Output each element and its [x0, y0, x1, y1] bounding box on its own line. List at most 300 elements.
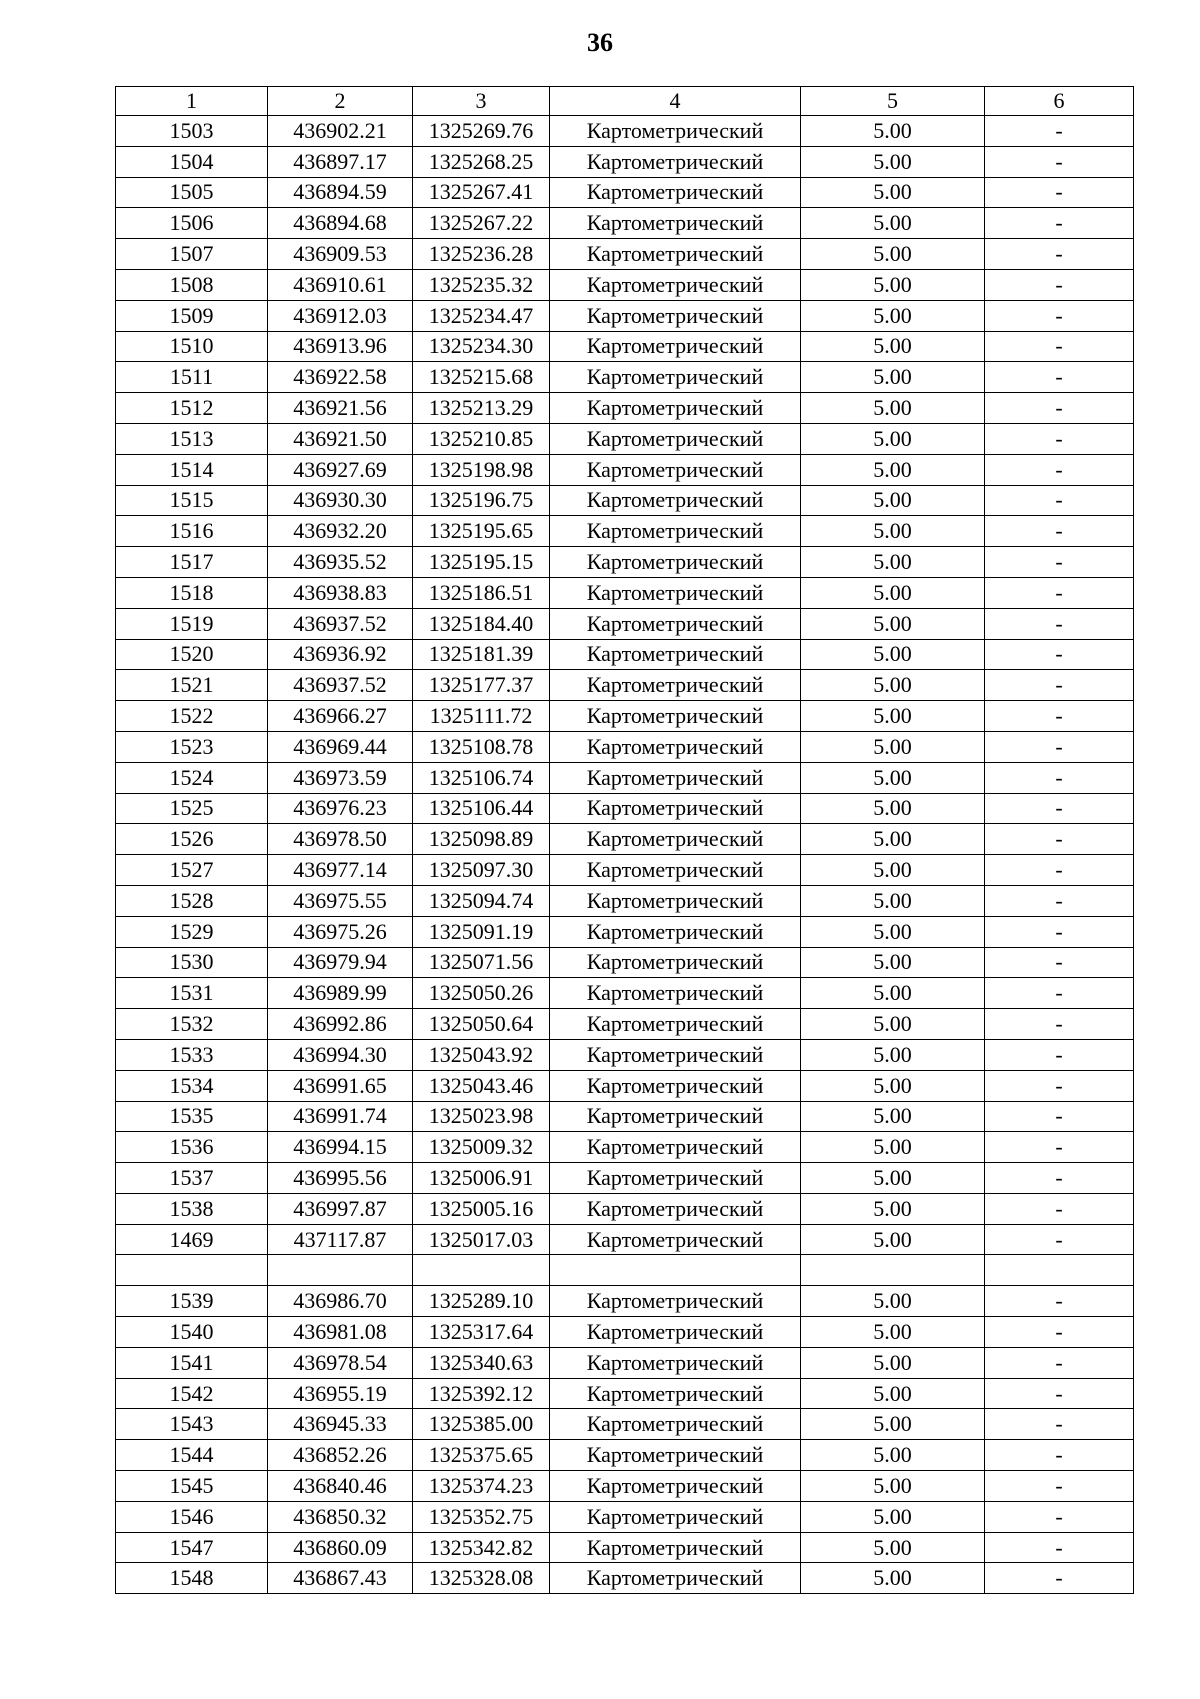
note-cell: - [985, 208, 1134, 239]
point-number-cell: 1518 [116, 577, 268, 608]
point-number-cell: 1533 [116, 1039, 268, 1070]
x-coordinate-cell: 436894.68 [268, 208, 413, 239]
x-coordinate-cell: 436852.26 [268, 1440, 413, 1471]
table-row [116, 208, 1134, 239]
coordinates-table [115, 86, 1134, 1594]
point-number-cell: 1546 [116, 1501, 268, 1532]
y-coordinate-cell: 1325050.64 [413, 1009, 550, 1040]
y-coordinate-cell: 1325374.23 [413, 1471, 550, 1502]
x-coordinate-cell: 436977.14 [268, 855, 413, 886]
y-coordinate-cell: 1325215.68 [413, 362, 550, 393]
x-coordinate-cell: 436994.15 [268, 1132, 413, 1163]
accuracy-cell: 5.00 [801, 1070, 985, 1101]
y-coordinate-cell: 1325043.46 [413, 1070, 550, 1101]
point-number-cell: 1527 [116, 855, 268, 886]
accuracy-cell: 5.00 [801, 1501, 985, 1532]
note-cell: - [985, 1563, 1134, 1594]
note-cell [985, 1255, 1134, 1286]
y-coordinate-cell: 1325094.74 [413, 885, 550, 916]
point-number-cell: 1514 [116, 454, 268, 485]
method-cell: Картометрический [550, 947, 801, 978]
method-cell: Картометрический [550, 300, 801, 331]
table-row [116, 731, 1134, 762]
table-row [116, 793, 1134, 824]
accuracy-cell: 5.00 [801, 1009, 985, 1040]
table-row [116, 1070, 1134, 1101]
header-cell: 6 [985, 87, 1134, 116]
point-number-cell: 1541 [116, 1347, 268, 1378]
x-coordinate-cell: 436991.65 [268, 1070, 413, 1101]
note-cell: - [985, 793, 1134, 824]
method-cell: Картометрический [550, 1132, 801, 1163]
method-cell: Картометрический [550, 516, 801, 547]
header-cell: 3 [413, 87, 550, 116]
y-coordinate-cell: 1325177.37 [413, 670, 550, 701]
note-cell: - [985, 1532, 1134, 1563]
note-cell: - [985, 146, 1134, 177]
table-row [116, 1532, 1134, 1563]
note-cell: - [985, 1039, 1134, 1070]
method-cell: Картометрический [550, 239, 801, 270]
table-row [116, 1563, 1134, 1594]
table-row [116, 824, 1134, 855]
y-coordinate-cell: 1325098.89 [413, 824, 550, 855]
table-row [116, 1471, 1134, 1502]
accuracy-cell: 5.00 [801, 269, 985, 300]
note-cell: - [985, 547, 1134, 578]
table-row [116, 670, 1134, 701]
y-coordinate-cell: 1325342.82 [413, 1532, 550, 1563]
table-row [116, 762, 1134, 793]
method-cell: Картометрический [550, 855, 801, 886]
note-cell: - [985, 947, 1134, 978]
accuracy-cell: 5.00 [801, 331, 985, 362]
header-cell: 1 [116, 87, 268, 116]
accuracy-cell: 5.00 [801, 701, 985, 732]
point-number-cell: 1532 [116, 1009, 268, 1040]
point-number-cell: 1539 [116, 1286, 268, 1317]
point-number-cell: 1523 [116, 731, 268, 762]
y-coordinate-cell: 1325234.30 [413, 331, 550, 362]
x-coordinate-cell: 436935.52 [268, 547, 413, 578]
method-cell: Картометрический [550, 824, 801, 855]
table-row [116, 1039, 1134, 1070]
point-number-cell: 1508 [116, 269, 268, 300]
method-cell: Картометрический [550, 146, 801, 177]
x-coordinate-cell: 436910.61 [268, 269, 413, 300]
method-cell: Картометрический [550, 1563, 801, 1594]
table-row [116, 331, 1134, 362]
point-number-cell: 1469 [116, 1224, 268, 1255]
accuracy-cell: 5.00 [801, 239, 985, 270]
y-coordinate-cell: 1325385.00 [413, 1409, 550, 1440]
x-coordinate-cell: 436997.87 [268, 1193, 413, 1224]
x-coordinate-cell: 436969.44 [268, 731, 413, 762]
table-body [116, 116, 1134, 1594]
table-row [116, 423, 1134, 454]
accuracy-cell: 5.00 [801, 1193, 985, 1224]
y-coordinate-cell [413, 1255, 550, 1286]
table-row [116, 516, 1134, 547]
note-cell: - [985, 1163, 1134, 1194]
header-cell: 5 [801, 87, 985, 116]
point-number-cell: 1519 [116, 608, 268, 639]
y-coordinate-cell: 1325196.75 [413, 485, 550, 516]
method-cell: Картометрический [550, 423, 801, 454]
note-cell: - [985, 1501, 1134, 1532]
note-cell: - [985, 300, 1134, 331]
table-row [116, 639, 1134, 670]
x-coordinate-cell: 436991.74 [268, 1101, 413, 1132]
accuracy-cell: 5.00 [801, 1532, 985, 1563]
x-coordinate-cell: 436921.50 [268, 423, 413, 454]
x-coordinate-cell: 436921.56 [268, 393, 413, 424]
note-cell: - [985, 916, 1134, 947]
header-cell: 2 [268, 87, 413, 116]
table-row [116, 577, 1134, 608]
note-cell: - [985, 1378, 1134, 1409]
accuracy-cell: 5.00 [801, 1101, 985, 1132]
accuracy-cell: 5.00 [801, 1286, 985, 1317]
y-coordinate-cell: 1325108.78 [413, 731, 550, 762]
method-cell: Картометрический [550, 670, 801, 701]
x-coordinate-cell: 436945.33 [268, 1409, 413, 1440]
table-row [116, 1440, 1134, 1471]
note-cell: - [985, 670, 1134, 701]
method-cell: Картометрический [550, 1224, 801, 1255]
note-cell: - [985, 885, 1134, 916]
accuracy-cell: 5.00 [801, 978, 985, 1009]
point-number-cell: 1515 [116, 485, 268, 516]
method-cell: Картометрический [550, 1317, 801, 1348]
accuracy-cell: 5.00 [801, 454, 985, 485]
y-coordinate-cell: 1325392.12 [413, 1378, 550, 1409]
note-cell: - [985, 762, 1134, 793]
y-coordinate-cell: 1325111.72 [413, 701, 550, 732]
point-number-cell: 1511 [116, 362, 268, 393]
note-cell: - [985, 116, 1134, 147]
x-coordinate-cell: 436932.20 [268, 516, 413, 547]
point-number-cell: 1513 [116, 423, 268, 454]
note-cell: - [985, 239, 1134, 270]
accuracy-cell: 5.00 [801, 362, 985, 393]
table-row [116, 1009, 1134, 1040]
accuracy-cell: 5.00 [801, 1132, 985, 1163]
method-cell: Картометрический [550, 1039, 801, 1070]
x-coordinate-cell: 436867.43 [268, 1563, 413, 1594]
y-coordinate-cell: 1325317.64 [413, 1317, 550, 1348]
y-coordinate-cell: 1325236.28 [413, 239, 550, 270]
x-coordinate-cell: 436912.03 [268, 300, 413, 331]
note-cell: - [985, 1132, 1134, 1163]
table-row [116, 1193, 1134, 1224]
point-number-cell: 1545 [116, 1471, 268, 1502]
point-number-cell: 1522 [116, 701, 268, 732]
point-number-cell: 1528 [116, 885, 268, 916]
table-row [116, 1317, 1134, 1348]
method-cell: Картометрический [550, 1440, 801, 1471]
method-cell: Картометрический [550, 731, 801, 762]
note-cell: - [985, 1224, 1134, 1255]
table-row [116, 393, 1134, 424]
accuracy-cell: 5.00 [801, 1163, 985, 1194]
point-number-cell: 1540 [116, 1317, 268, 1348]
accuracy-cell: 5.00 [801, 1409, 985, 1440]
accuracy-cell: 5.00 [801, 916, 985, 947]
y-coordinate-cell: 1325043.92 [413, 1039, 550, 1070]
method-cell: Картометрический [550, 1101, 801, 1132]
x-coordinate-cell: 436909.53 [268, 239, 413, 270]
note-cell: - [985, 1347, 1134, 1378]
table-row [116, 1224, 1134, 1255]
method-cell: Картометрический [550, 639, 801, 670]
point-number-cell: 1525 [116, 793, 268, 824]
accuracy-cell: 5.00 [801, 947, 985, 978]
table-row [116, 1132, 1134, 1163]
method-cell: Картометрический [550, 1501, 801, 1532]
accuracy-cell: 5.00 [801, 793, 985, 824]
table-row [116, 1101, 1134, 1132]
x-coordinate-cell: 436894.59 [268, 177, 413, 208]
accuracy-cell: 5.00 [801, 485, 985, 516]
method-cell: Картометрический [550, 177, 801, 208]
table-row [116, 978, 1134, 1009]
y-coordinate-cell: 1325097.30 [413, 855, 550, 886]
method-cell: Картометрический [550, 1009, 801, 1040]
y-coordinate-cell: 1325210.85 [413, 423, 550, 454]
note-cell: - [985, 1409, 1134, 1440]
x-coordinate-cell: 436994.30 [268, 1039, 413, 1070]
x-coordinate-cell: 436840.46 [268, 1471, 413, 1502]
x-coordinate-cell: 436976.23 [268, 793, 413, 824]
table-row [116, 916, 1134, 947]
method-cell: Картометрический [550, 577, 801, 608]
method-cell [550, 1255, 801, 1286]
x-coordinate-cell: 436989.99 [268, 978, 413, 1009]
table-row [116, 1163, 1134, 1194]
method-cell: Картометрический [550, 208, 801, 239]
method-cell: Картометрический [550, 547, 801, 578]
note-cell: - [985, 454, 1134, 485]
y-coordinate-cell: 1325091.19 [413, 916, 550, 947]
y-coordinate-cell: 1325184.40 [413, 608, 550, 639]
x-coordinate-cell: 436979.94 [268, 947, 413, 978]
y-coordinate-cell: 1325352.75 [413, 1501, 550, 1532]
note-cell: - [985, 855, 1134, 886]
x-coordinate-cell: 436937.52 [268, 670, 413, 701]
note-cell: - [985, 393, 1134, 424]
y-coordinate-cell: 1325195.15 [413, 547, 550, 578]
y-coordinate-cell: 1325267.41 [413, 177, 550, 208]
note-cell: - [985, 1009, 1134, 1040]
point-number-cell: 1543 [116, 1409, 268, 1440]
y-coordinate-cell: 1325198.98 [413, 454, 550, 485]
table-row [116, 885, 1134, 916]
accuracy-cell: 5.00 [801, 1378, 985, 1409]
method-cell: Картометрический [550, 1193, 801, 1224]
note-cell: - [985, 1317, 1134, 1348]
accuracy-cell: 5.00 [801, 1440, 985, 1471]
method-cell: Картометрический [550, 1070, 801, 1101]
table-row [116, 269, 1134, 300]
table-row [116, 1378, 1134, 1409]
y-coordinate-cell: 1325017.03 [413, 1224, 550, 1255]
accuracy-cell: 5.00 [801, 670, 985, 701]
x-coordinate-cell: 436913.96 [268, 331, 413, 362]
x-coordinate-cell: 436966.27 [268, 701, 413, 732]
accuracy-cell: 5.00 [801, 1471, 985, 1502]
method-cell: Картометрический [550, 762, 801, 793]
method-cell: Картометрический [550, 701, 801, 732]
method-cell: Картометрический [550, 978, 801, 1009]
method-cell: Картометрический [550, 454, 801, 485]
accuracy-cell: 5.00 [801, 824, 985, 855]
point-number-cell: 1517 [116, 547, 268, 578]
method-cell: Картометрический [550, 362, 801, 393]
x-coordinate-cell: 436981.08 [268, 1317, 413, 1348]
method-cell: Картометрический [550, 1286, 801, 1317]
method-cell: Картометрический [550, 269, 801, 300]
point-number-cell: 1530 [116, 947, 268, 978]
y-coordinate-cell: 1325269.76 [413, 116, 550, 147]
table-row [116, 1255, 1134, 1286]
x-coordinate-cell: 436922.58 [268, 362, 413, 393]
x-coordinate-cell: 436927.69 [268, 454, 413, 485]
method-cell: Картометрический [550, 793, 801, 824]
accuracy-cell: 5.00 [801, 1039, 985, 1070]
point-number-cell: 1537 [116, 1163, 268, 1194]
accuracy-cell: 5.00 [801, 393, 985, 424]
point-number-cell: 1534 [116, 1070, 268, 1101]
point-number-cell: 1520 [116, 639, 268, 670]
point-number-cell: 1509 [116, 300, 268, 331]
point-number-cell: 1516 [116, 516, 268, 547]
method-cell: Картометрический [550, 1471, 801, 1502]
note-cell: - [985, 824, 1134, 855]
note-cell: - [985, 1440, 1134, 1471]
point-number-cell: 1521 [116, 670, 268, 701]
table-row [116, 454, 1134, 485]
point-number-cell: 1529 [116, 916, 268, 947]
header-row [116, 87, 1134, 116]
method-cell: Картометрический [550, 608, 801, 639]
method-cell: Картометрический [550, 1409, 801, 1440]
accuracy-cell: 5.00 [801, 300, 985, 331]
method-cell: Картометрический [550, 331, 801, 362]
accuracy-cell: 5.00 [801, 116, 985, 147]
y-coordinate-cell: 1325186.51 [413, 577, 550, 608]
x-coordinate-cell: 436975.55 [268, 885, 413, 916]
note-cell: - [985, 362, 1134, 393]
note-cell: - [985, 1101, 1134, 1132]
table-row [116, 1347, 1134, 1378]
note-cell: - [985, 516, 1134, 547]
note-cell: - [985, 731, 1134, 762]
accuracy-cell: 5.00 [801, 547, 985, 578]
table-row [116, 239, 1134, 270]
x-coordinate-cell: 436992.86 [268, 1009, 413, 1040]
point-number-cell: 1547 [116, 1532, 268, 1563]
accuracy-cell: 5.00 [801, 639, 985, 670]
method-cell: Картометрический [550, 916, 801, 947]
y-coordinate-cell: 1325023.98 [413, 1101, 550, 1132]
table-row [116, 608, 1134, 639]
y-coordinate-cell: 1325213.29 [413, 393, 550, 424]
y-coordinate-cell: 1325340.63 [413, 1347, 550, 1378]
note-cell: - [985, 701, 1134, 732]
table-row [116, 485, 1134, 516]
method-cell: Картометрический [550, 393, 801, 424]
x-coordinate-cell: 436973.59 [268, 762, 413, 793]
note-cell: - [985, 639, 1134, 670]
accuracy-cell: 5.00 [801, 146, 985, 177]
note-cell: - [985, 177, 1134, 208]
point-number-cell: 1503 [116, 116, 268, 147]
y-coordinate-cell: 1325195.65 [413, 516, 550, 547]
table-row [116, 947, 1134, 978]
x-coordinate-cell: 436936.92 [268, 639, 413, 670]
table-row [116, 300, 1134, 331]
x-coordinate-cell: 436937.52 [268, 608, 413, 639]
point-number-cell: 1526 [116, 824, 268, 855]
table-row [116, 1409, 1134, 1440]
table-row [116, 701, 1134, 732]
method-cell: Картометрический [550, 1163, 801, 1194]
y-coordinate-cell: 1325268.25 [413, 146, 550, 177]
y-coordinate-cell: 1325005.16 [413, 1193, 550, 1224]
accuracy-cell: 5.00 [801, 885, 985, 916]
y-coordinate-cell: 1325009.32 [413, 1132, 550, 1163]
y-coordinate-cell: 1325106.44 [413, 793, 550, 824]
y-coordinate-cell: 1325234.47 [413, 300, 550, 331]
y-coordinate-cell: 1325267.22 [413, 208, 550, 239]
note-cell: - [985, 608, 1134, 639]
x-coordinate-cell: 436955.19 [268, 1378, 413, 1409]
x-coordinate-cell: 436902.21 [268, 116, 413, 147]
y-coordinate-cell: 1325106.74 [413, 762, 550, 793]
note-cell: - [985, 485, 1134, 516]
note-cell: - [985, 423, 1134, 454]
point-number-cell: 1512 [116, 393, 268, 424]
table-row [116, 116, 1134, 147]
y-coordinate-cell: 1325006.91 [413, 1163, 550, 1194]
accuracy-cell: 5.00 [801, 1317, 985, 1348]
table-row [116, 855, 1134, 886]
table-row [116, 547, 1134, 578]
point-number-cell: 1506 [116, 208, 268, 239]
point-number-cell: 1504 [116, 146, 268, 177]
x-coordinate-cell: 436938.83 [268, 577, 413, 608]
y-coordinate-cell: 1325375.65 [413, 1440, 550, 1471]
table-row [116, 1286, 1134, 1317]
accuracy-cell: 5.00 [801, 1563, 985, 1594]
point-number-cell: 1505 [116, 177, 268, 208]
method-cell: Картометрический [550, 485, 801, 516]
note-cell: - [985, 1193, 1134, 1224]
y-coordinate-cell: 1325289.10 [413, 1286, 550, 1317]
accuracy-cell: 5.00 [801, 516, 985, 547]
point-number-cell [116, 1255, 268, 1286]
method-cell: Картометрический [550, 116, 801, 147]
accuracy-cell: 5.00 [801, 577, 985, 608]
x-coordinate-cell: 436860.09 [268, 1532, 413, 1563]
table-row [116, 1501, 1134, 1532]
note-cell: - [985, 978, 1134, 1009]
point-number-cell: 1548 [116, 1563, 268, 1594]
x-coordinate-cell: 436930.30 [268, 485, 413, 516]
y-coordinate-cell: 1325181.39 [413, 639, 550, 670]
x-coordinate-cell: 437117.87 [268, 1224, 413, 1255]
